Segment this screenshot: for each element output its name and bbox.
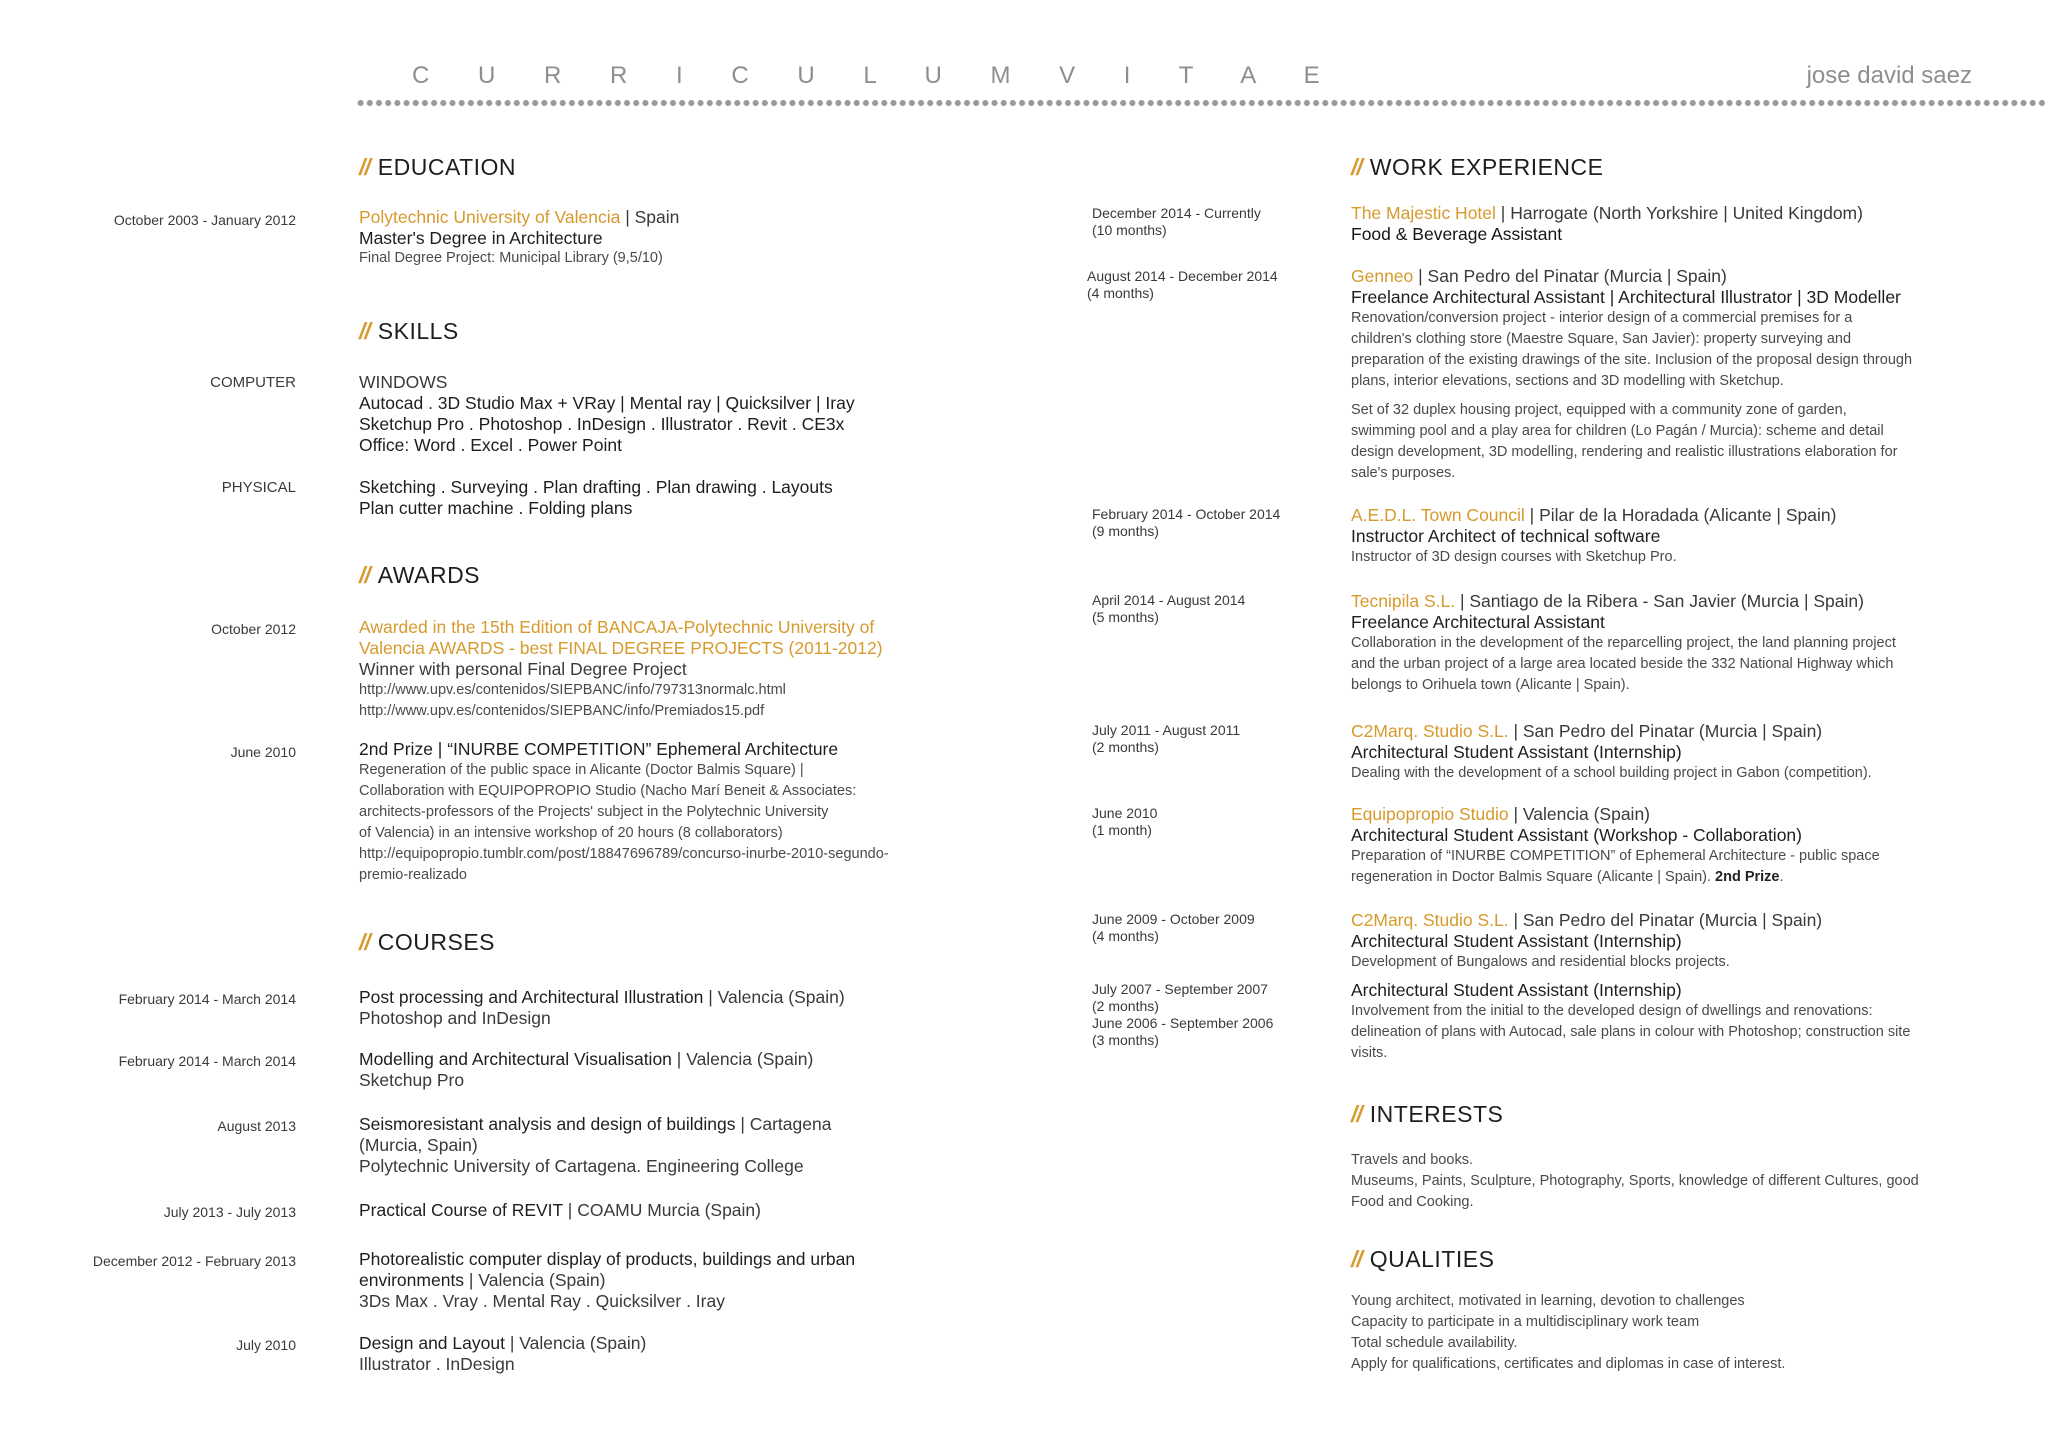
section-heading-awards: // AWARDS bbox=[359, 562, 481, 588]
work-detail: Instructor of 3D design courses with Sketchup Pro. bbox=[1351, 549, 1677, 565]
cv-header-title: C U R R I C U L U M V I T A E bbox=[412, 62, 1341, 89]
course-place: | Cartagena bbox=[735, 1114, 832, 1134]
education-date: October 2003 - January 2012 bbox=[113, 212, 296, 228]
work-detail: regeneration in Doctor Balmis Square (Alicante | Spain). 2nd Prize. bbox=[1351, 869, 1784, 885]
work-role: Architectural Student Assistant (Internship) bbox=[1351, 980, 1682, 1000]
course-title: Design and Layout bbox=[359, 1333, 505, 1353]
slash-icon: // bbox=[359, 154, 370, 180]
work-detail: design development, 3D modelling, rendering and realistic illustrations elaboration for bbox=[1351, 444, 1898, 460]
course-entry bbox=[359, 1333, 959, 1375]
dotted-divider bbox=[356, 98, 2048, 108]
work-place: | San Pedro del Pinatar (Murcia | Spain) bbox=[1508, 721, 1823, 741]
work-place: | San Pedro del Pinatar (Murcia | Spain) bbox=[1413, 266, 1727, 286]
work-date: July 2007 - September 2007 (2 months) June 2006 - September 2006 (3 months) bbox=[1092, 981, 1274, 1048]
section-heading-education: // EDUCATION bbox=[359, 154, 517, 180]
section-heading-courses: // COURSES bbox=[359, 929, 496, 955]
work-date: June 2009 - October 2009 (4 months) bbox=[1092, 911, 1255, 944]
slash-icon: // bbox=[359, 318, 370, 344]
course-entry bbox=[359, 1249, 959, 1312]
qualities-line: Young architect, motivated in learning, devotion to challenges bbox=[1351, 1293, 1745, 1309]
course-detail: Sketchup Pro bbox=[359, 1070, 465, 1090]
work-role: Architectural Student Assistant (Internship) bbox=[1351, 931, 1682, 951]
work-company: Tecnipila S.L. bbox=[1351, 591, 1456, 611]
qualities-line: Apply for qualifications, certificates and diplomas in case of interest. bbox=[1351, 1356, 1786, 1372]
work-company: C2Marq. Studio S.L. bbox=[1351, 721, 1509, 741]
award-detail: Collaboration with EQUIPOPROPIO Studio (Nacho Marí Beneit & Associates: bbox=[359, 783, 857, 799]
award-date: October 2012 bbox=[211, 621, 296, 637]
work-entry bbox=[1351, 203, 1981, 245]
work-detail: Preparation of “INURBE COMPETITION” of Ephemeral Architecture - public space bbox=[1351, 848, 1880, 864]
education-place: | Spain bbox=[620, 207, 680, 227]
work-company: C2Marq. Studio S.L. bbox=[1351, 910, 1509, 930]
interests-line: Food and Cooking. bbox=[1351, 1194, 1474, 1210]
work-date: August 2014 - December 2014 (4 months) bbox=[1087, 268, 1278, 301]
work-company: The Majestic Hotel bbox=[1351, 203, 1496, 223]
course-date: December 2012 - February 2013 bbox=[92, 1253, 296, 1269]
award-link[interactable]: http://www.upv.es/contenidos/SIEPBANC/info/Premiados15.pdf bbox=[359, 703, 765, 719]
course-date: July 2010 bbox=[236, 1337, 296, 1353]
course-place: | Valencia (Spain) bbox=[504, 1333, 647, 1353]
qualities-list bbox=[1351, 1291, 1981, 1375]
work-company: Equipopropio Studio bbox=[1351, 804, 1509, 824]
interests-list bbox=[1351, 1150, 1981, 1213]
work-detail: and the urban project of a large area located beside the 332 National Highway which bbox=[1351, 656, 1894, 672]
course-date: August 2013 bbox=[217, 1118, 296, 1134]
work-date: February 2014 - October 2014 (9 months) bbox=[1092, 506, 1281, 539]
award-link[interactable]: http://equipopropio.tumblr.com/post/18847696789/concurso-inurbe-2010-segundo- bbox=[359, 846, 889, 862]
work-detail: sale's purposes. bbox=[1351, 465, 1456, 481]
award-date: June 2010 bbox=[230, 744, 296, 760]
work-detail: plans, interior elevations, sections and 3D modelling with Sketchup. bbox=[1351, 373, 1784, 389]
work-detail: Involvement from the initial to the developed design of dwellings and renovations: bbox=[1351, 1003, 1873, 1019]
work-role: Freelance Architectural Assistant | Architectural Illustrator | 3D Modeller bbox=[1351, 287, 1901, 307]
work-entry bbox=[1351, 804, 1981, 888]
course-title: Modelling and Architectural Visualisation bbox=[359, 1049, 672, 1069]
section-heading-qualities: // QUALITIES bbox=[1351, 1246, 1495, 1272]
work-detail: delineation of plans with Autocad, sale plans in colour with Photoshop; construction site bbox=[1351, 1024, 1911, 1040]
skills-line: Autocad . 3D Studio Max + VRay | Mental ray | Quicksilver | Iray bbox=[359, 393, 855, 413]
work-company: Genneo bbox=[1351, 266, 1414, 286]
work-detail: Set of 32 duplex housing project, equipped with a community zone of garden, bbox=[1351, 402, 1847, 418]
interests-line: Travels and books. bbox=[1351, 1152, 1473, 1168]
course-place: | Valencia (Spain) bbox=[464, 1270, 606, 1290]
education-project: Final Degree Project: Municipal Library (9,5/10) bbox=[359, 250, 663, 266]
work-detail: Development of Bungalows and residential blocks projects. bbox=[1351, 954, 1730, 970]
award-detail: architects-professors of the Projects' subject in the Polytechnic University bbox=[359, 804, 829, 820]
work-place: | Harrogate (North Yorkshire | United Kingdom) bbox=[1495, 203, 1863, 223]
skills-physical bbox=[359, 477, 959, 519]
skills-physical-label: PHYSICAL bbox=[221, 479, 296, 496]
work-role: Freelance Architectural Assistant bbox=[1351, 612, 1605, 632]
course-entry bbox=[359, 1049, 959, 1091]
award-detail: of Valencia) in an intensive workshop of 20 hours (8 collaborators) bbox=[359, 825, 783, 841]
course-title-cont: environments bbox=[359, 1270, 465, 1290]
course-entry bbox=[359, 1200, 959, 1221]
course-title: Practical Course of REVIT bbox=[359, 1200, 563, 1220]
award-subtitle: Winner with personal Final Degree Project bbox=[359, 659, 687, 679]
course-title: Seismoresistant analysis and design of buildings bbox=[359, 1114, 736, 1134]
work-date: April 2014 - August 2014 (5 months) bbox=[1092, 592, 1246, 625]
work-role: Architectural Student Assistant (Internship) bbox=[1351, 742, 1682, 762]
course-entry bbox=[359, 1114, 959, 1177]
work-detail: visits. bbox=[1351, 1045, 1388, 1061]
course-detail: Polytechnic University of Cartagena. Engineering College bbox=[359, 1156, 804, 1176]
course-place: | COAMU Murcia (Spain) bbox=[562, 1200, 761, 1220]
slash-icon: // bbox=[1351, 1246, 1362, 1272]
education-institution: Polytechnic University of Valencia bbox=[359, 207, 621, 227]
slash-icon: // bbox=[1351, 1101, 1362, 1127]
award-entry bbox=[359, 617, 959, 722]
work-detail: children's clothing store (Maestre Square, San Javier): property surveying and bbox=[1351, 331, 1852, 347]
course-place: | Valencia (Spain) bbox=[703, 987, 845, 1007]
work-entry bbox=[1351, 266, 1981, 484]
work-detail: preparation of the existing drawings of the site. Inclusion of the proposal design through bbox=[1351, 352, 1913, 368]
work-place: | San Pedro del Pinatar (Murcia | Spain) bbox=[1508, 910, 1823, 930]
slash-icon: // bbox=[1351, 154, 1362, 180]
course-detail: 3Ds Max . Vray . Mental Ray . Quicksilver . Iray bbox=[359, 1291, 725, 1311]
work-detail: belongs to Orihuela town (Alicante | Spain). bbox=[1351, 677, 1630, 693]
education-entry bbox=[359, 207, 959, 267]
work-role: Architectural Student Assistant (Workshop - Collaboration) bbox=[1351, 825, 1802, 845]
work-detail: swimming pool and a play area for children (Lo Pagán / Murcia): scheme and detail bbox=[1351, 423, 1884, 439]
course-title: Photorealistic computer display of products, buildings and urban bbox=[359, 1249, 856, 1269]
course-date: February 2014 - March 2014 bbox=[118, 1053, 296, 1069]
section-heading-work: // WORK EXPERIENCE bbox=[1351, 154, 1604, 180]
education-degree: Master's Degree in Architecture bbox=[359, 228, 603, 248]
award-detail: Regeneration of the public space in Alicante (Doctor Balmis Square) | bbox=[359, 762, 804, 778]
work-detail: Collaboration in the development of the reparcelling project, the land planning project bbox=[1351, 635, 1896, 651]
work-date: December 2014 - Currently (10 months) bbox=[1092, 205, 1261, 238]
work-entry bbox=[1351, 591, 1981, 696]
work-entry bbox=[1351, 721, 1981, 784]
cv-owner-name: jose david saez bbox=[1806, 62, 1972, 89]
slash-icon: // bbox=[359, 929, 370, 955]
qualities-line: Capacity to participate in a multidisciplinary work team bbox=[1351, 1314, 1700, 1330]
work-role: Instructor Architect of technical software bbox=[1351, 526, 1661, 546]
work-place: | Santiago de la Ribera - San Javier (Murcia | Spain) bbox=[1455, 591, 1864, 611]
course-entry bbox=[359, 987, 959, 1029]
course-detail: Illustrator . InDesign bbox=[359, 1354, 515, 1374]
award-title: Awarded in the 15th Edition of BANCAJA-Polytechnic University of bbox=[359, 617, 875, 637]
course-date: February 2014 - March 2014 bbox=[118, 991, 296, 1007]
course-title: Post processing and Architectural Illustration bbox=[359, 987, 704, 1007]
work-place: | Valencia (Spain) bbox=[1508, 804, 1651, 824]
work-entry bbox=[1351, 980, 1981, 1064]
work-detail: Dealing with the development of a school building project in Gabon (competition). bbox=[1351, 765, 1872, 781]
award-link[interactable]: premio-realizado bbox=[359, 867, 467, 883]
work-company: A.E.D.L. Town Council bbox=[1351, 505, 1525, 525]
work-role: Food & Beverage Assistant bbox=[1351, 224, 1563, 244]
skills-computer-label: COMPUTER bbox=[210, 374, 296, 391]
slash-icon: // bbox=[359, 562, 370, 588]
work-entry bbox=[1351, 910, 1981, 973]
skills-line: Plan cutter machine . Folding plans bbox=[359, 498, 633, 518]
work-place: | Pilar de la Horadada (Alicante | Spain) bbox=[1524, 505, 1837, 525]
work-entry bbox=[1351, 505, 1981, 568]
section-heading-interests: // INTERESTS bbox=[1351, 1101, 1504, 1127]
section-heading-skills: // SKILLS bbox=[359, 318, 459, 344]
award-entry bbox=[359, 739, 959, 886]
qualities-line: Total schedule availability. bbox=[1351, 1335, 1518, 1351]
skills-line: Sketching . Surveying . Plan drafting . Plan drawing . Layouts bbox=[359, 477, 833, 497]
course-place: | Valencia (Spain) bbox=[671, 1049, 814, 1069]
award-title: Valencia AWARDS - best FINAL DEGREE PROJECTS (2011-2012) bbox=[359, 638, 883, 658]
interests-line: Museums, Paints, Sculpture, Photography, Sports, knowledge of different Cultures, good bbox=[1351, 1173, 1919, 1189]
skills-computer bbox=[359, 372, 959, 456]
course-date: July 2013 - July 2013 bbox=[163, 1204, 296, 1220]
skills-line: Office: Word . Excel . Power Point bbox=[359, 435, 622, 455]
course-detail: (Murcia, Spain) bbox=[359, 1135, 478, 1155]
award-title: 2nd Prize | “INURBE COMPETITION” Ephemeral Architecture bbox=[359, 739, 839, 759]
skills-line: Sketchup Pro . Photoshop . InDesign . Illustrator . Revit . CE3x bbox=[359, 414, 845, 434]
award-link[interactable]: http://www.upv.es/contenidos/SIEPBANC/info/797313normalc.html bbox=[359, 682, 786, 698]
work-detail: Renovation/conversion project - interior design of a commercial premises for a bbox=[1351, 310, 1853, 326]
work-date: June 2010 (1 month) bbox=[1092, 805, 1158, 838]
course-detail: Photoshop and InDesign bbox=[359, 1008, 551, 1028]
skills-os: WINDOWS bbox=[359, 372, 448, 392]
work-date: July 2011 - August 2011 (2 months) bbox=[1092, 722, 1241, 755]
